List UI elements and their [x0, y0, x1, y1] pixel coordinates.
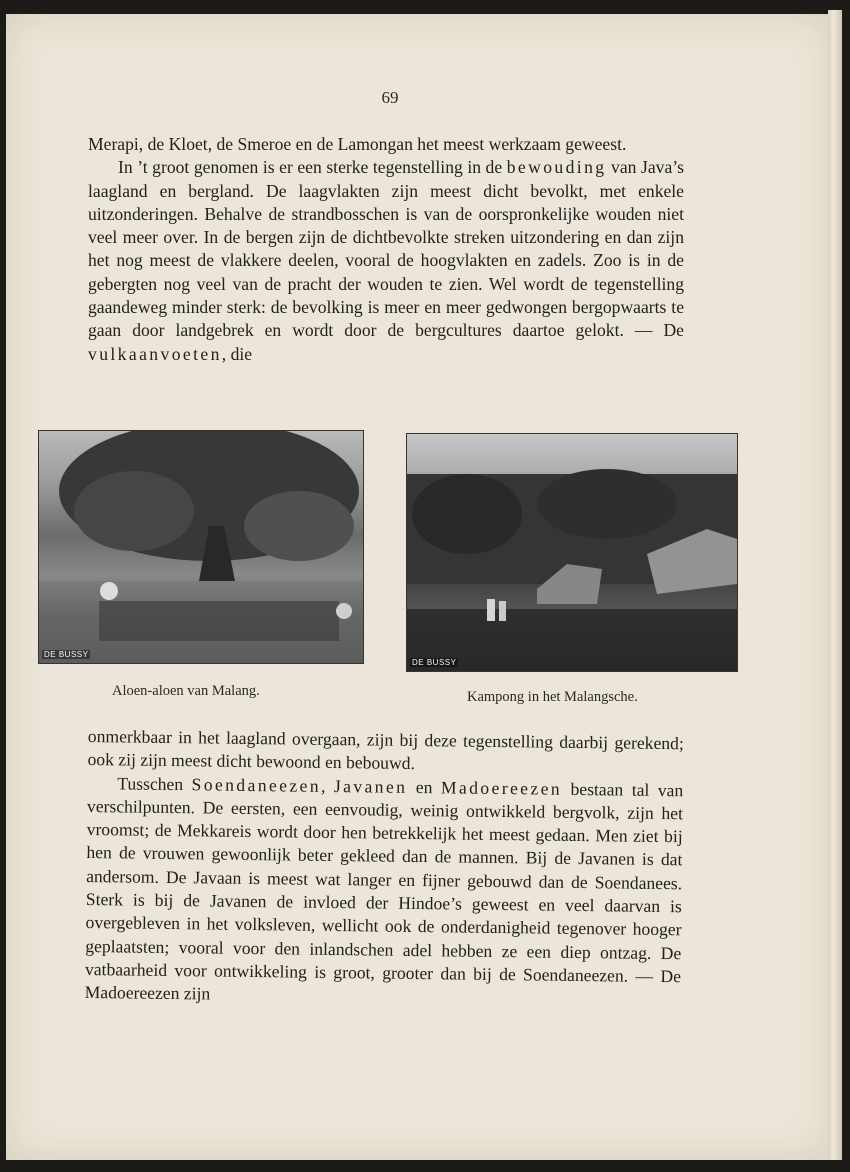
emphasized-text: vulkaanvoeten [88, 343, 222, 364]
text-run: en [407, 776, 442, 797]
paragraph: Merapi, de Kloet, de Smeroe en de Lamongan het meest werkzaam geweest. [88, 134, 627, 154]
paragraph [88, 156, 684, 366]
photo-aloen-aloen [38, 430, 364, 664]
text-run: , [320, 775, 335, 796]
text-run: , die [221, 343, 253, 364]
tree-canopy [74, 471, 194, 551]
tree-canopy [537, 469, 677, 539]
paragraph: onmerkbaar in het laagland overgaan, zijn bij deze tegenstelling daarbij gerekend; ook zij zijn meest dicht bewoond en bebouwd. [87, 725, 684, 774]
emphasized-text: bewouding [506, 157, 607, 178]
tree-canopy [244, 491, 354, 561]
emphasized-text: Javanen [333, 775, 408, 797]
figure [499, 601, 506, 621]
market-stalls [99, 601, 339, 641]
caption-right: Kampong in het Malangsche. [467, 689, 638, 705]
text-run: bestaan tal van verschilpunten. De eersten, een eenvoudig, weinig ontwikkeld bergvolk, zijn het vroomst; de Mekkareis wordt door hen betrekkelijk het meest gedaan. Men ziet bij hen de vrouwen gewoonlijk beter gekleed dan de mannen. Bij de Javanen is dat andersom. De Javaan is meest wat langer en fijner gebouwd dan de Soendanees. Sterk is bij de Javanen de invloed der Hindoe’s geweest en veel daarvan is overgebleven in het volksleven, wellicht ook de onderdanigheid tegenover hooger geplaatsten; vooral voor den inlandschen adel hebben ze een diep ontzag. De vatbaarheid voor ontwikkeling is groot, grooter dan bij de Soendaneezen. — De Madoereezen zijn [84, 778, 684, 1004]
paragraph [85, 772, 684, 1012]
photo-kampong [406, 433, 738, 672]
photo-credit: DE BUSSY [44, 650, 89, 659]
text-run: Tusschen [117, 772, 192, 794]
caption-left: Aloen-aloen van Malang. [112, 683, 260, 699]
text-block-bottom [85, 725, 684, 1012]
photo-illustration [407, 434, 737, 671]
tree-canopy [412, 474, 522, 554]
text-run: In ’t groot genomen is er een sterke tegenstelling in de [118, 157, 507, 178]
photo-illustration [39, 431, 363, 663]
page-edge [828, 10, 842, 1160]
figure [100, 582, 118, 600]
emphasized-text: Madoereezen [440, 776, 563, 799]
text-run: van Java’s laagland en bergland. De laagvlakten zijn meest dicht bevolkt, met enkele uitzonderingen. Behalve de strandbosschen is van de oorspronkelijke wouden niet veel meer over. In de bergen zijn de dichtbevolkte streken uitzondering en dan zijn het nog meest de vlakkere deelen, vooral de hoogvlakten en zadels. Zoo is in de gebergten nog veel van de pracht der wouden te zien. Wel wordt de tegenstelling gaandeweg minder sterk: de bevolking is meer en meer gedwongen bergopwaarts te gaan door landgebrek en wordt door de bergcultures daartoe gelokt. — De [88, 157, 684, 341]
page-number: 69 [381, 88, 399, 107]
photo-credit: DE BUSSY [412, 658, 457, 667]
emphasized-text: Soendaneezen [191, 773, 322, 796]
figure [487, 599, 495, 621]
text-block-top [88, 133, 684, 366]
figure [336, 603, 352, 619]
